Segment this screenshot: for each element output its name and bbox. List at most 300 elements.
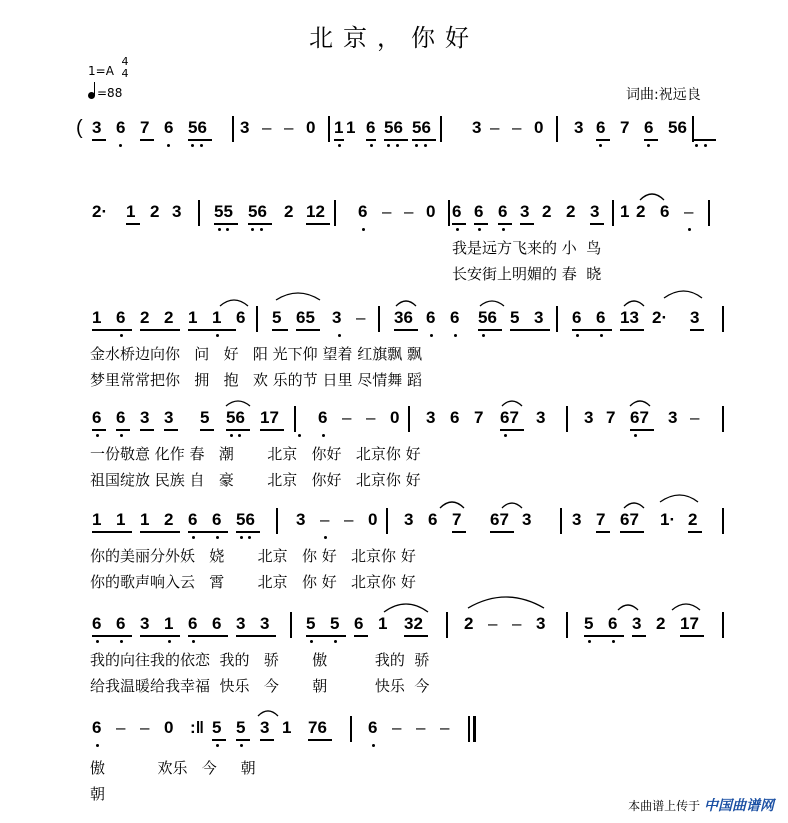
octave-dot — [634, 434, 637, 437]
score-line — [0, 716, 788, 740]
slur — [618, 605, 638, 610]
bar-line — [556, 116, 558, 142]
note: 6 — [426, 308, 436, 327]
note: 1 — [346, 118, 356, 137]
final-barline — [473, 716, 476, 742]
beam-underline — [620, 531, 644, 533]
octave-dot — [430, 334, 433, 337]
bar-line — [708, 200, 710, 226]
beam-underline — [520, 223, 534, 225]
note: 2 — [636, 202, 646, 221]
tempo-marking — [88, 86, 122, 100]
time-sig-top: 4 — [121, 55, 129, 68]
note: 2· — [92, 202, 108, 221]
note: 3 — [240, 118, 250, 137]
note: 1 — [334, 118, 344, 137]
lyric-line: 傲 欢乐 今 朝 — [90, 759, 256, 777]
lyric-line: 朝 — [90, 785, 106, 803]
note: 3 — [92, 118, 102, 137]
note: – — [512, 118, 522, 137]
note: 6 — [450, 408, 460, 427]
note: 17 — [680, 614, 699, 633]
note: 6 — [116, 614, 126, 633]
note: 3 — [260, 718, 270, 737]
beam-underline — [236, 739, 250, 741]
bar-line — [448, 200, 450, 226]
octave-dot — [218, 228, 221, 231]
note: – — [490, 118, 500, 137]
note: 55 — [214, 202, 233, 221]
note: 7 — [596, 510, 606, 529]
beam-underline — [412, 139, 436, 141]
score-line — [0, 612, 788, 636]
octave-dot — [362, 228, 365, 231]
slur — [384, 604, 428, 612]
beam-underline — [308, 739, 332, 741]
note: 7 — [140, 118, 150, 137]
octave-dot — [599, 144, 602, 147]
note: 6 — [572, 308, 582, 327]
note: 6 — [236, 308, 246, 327]
note: 0 — [164, 718, 174, 737]
note: 5 — [272, 308, 282, 327]
note: 2 — [284, 202, 294, 221]
octave-dot — [600, 334, 603, 337]
beam-underline — [474, 223, 488, 225]
note: 6 — [452, 202, 462, 221]
octave-dot — [200, 144, 203, 147]
note: 3 — [590, 202, 600, 221]
bar-line — [722, 612, 724, 638]
beam-underline — [354, 635, 368, 637]
lyric-line: 一份敬意 化作 春 潮 北京 你好 北京你 好 — [90, 445, 421, 463]
octave-dot — [454, 334, 457, 337]
bar-line — [408, 406, 410, 432]
beam-underline — [140, 531, 180, 533]
time-signature — [118, 56, 132, 80]
note: 56 — [384, 118, 403, 137]
octave-dot — [216, 744, 219, 747]
note: 3 — [332, 308, 342, 327]
beam-underline — [126, 223, 140, 225]
note: 13 — [620, 308, 639, 327]
note: – — [342, 408, 352, 427]
note: 12 — [306, 202, 325, 221]
note: 3 — [632, 614, 642, 633]
note: – — [690, 408, 700, 427]
beam-underline — [306, 635, 346, 637]
note: 3 — [164, 408, 174, 427]
note: 6 — [498, 202, 508, 221]
note: ( — [76, 117, 83, 139]
lyric-line: 给我温暖给我幸福 快乐 今 朝 快乐 今 — [90, 677, 430, 695]
octave-dot — [192, 640, 195, 643]
note: 2 — [656, 614, 666, 633]
note: 1 — [92, 510, 102, 529]
octave-dot — [372, 744, 375, 747]
note: 6 — [318, 408, 328, 427]
beam-underline — [188, 139, 212, 141]
note: 6 — [608, 614, 618, 633]
note: – — [356, 308, 366, 327]
octave-dot — [424, 144, 427, 147]
note: 3 — [584, 408, 594, 427]
note: 7 — [620, 118, 630, 137]
note: 7 — [474, 408, 484, 427]
note: – — [392, 718, 402, 737]
note: 36 — [394, 308, 413, 327]
beam-underline — [188, 329, 236, 331]
beam-underline — [478, 329, 502, 331]
note: 6 — [92, 408, 102, 427]
octave-dot — [238, 434, 241, 437]
octave-dot — [322, 434, 325, 437]
beam-underline — [248, 223, 272, 225]
slur — [664, 291, 702, 298]
note: 6 — [164, 118, 174, 137]
bar-line — [294, 406, 296, 432]
beam-underline — [92, 531, 132, 533]
note: 6 — [92, 718, 102, 737]
note: 0 — [426, 202, 436, 221]
quarter-note-icon — [88, 92, 95, 99]
key-signature: 1=A — [88, 64, 114, 78]
note: 3 — [260, 614, 270, 633]
beam-underline — [632, 635, 646, 637]
beam-underline — [510, 329, 550, 331]
note: 1 — [140, 510, 150, 529]
note: 65 — [296, 308, 315, 327]
beam-underline — [200, 429, 214, 431]
beam-underline — [164, 429, 178, 431]
beam-underline — [140, 139, 154, 141]
upload-credit-text: 本曲谱上传于 — [628, 799, 701, 813]
note: 3 — [668, 408, 678, 427]
beam-underline — [272, 329, 288, 331]
note: 7 — [606, 408, 616, 427]
bar-line — [446, 612, 448, 638]
note: 0 — [534, 118, 544, 137]
octave-dot — [695, 144, 698, 147]
slur — [660, 495, 698, 502]
note: 67 — [500, 408, 519, 427]
octave-dot — [310, 640, 313, 643]
octave-dot — [502, 228, 505, 231]
beam-underline — [214, 223, 238, 225]
beam-underline — [260, 429, 284, 431]
note: 6 — [644, 118, 654, 137]
octave-dot — [216, 536, 219, 539]
beam-underline — [236, 531, 260, 533]
time-sig-bottom: 4 — [121, 67, 129, 80]
note: 1 — [282, 718, 292, 737]
octave-dot — [704, 144, 707, 147]
note: 2 — [150, 202, 160, 221]
score-line — [0, 200, 788, 224]
note: 56 — [236, 510, 255, 529]
note: 6 — [116, 308, 126, 327]
score-line — [0, 306, 788, 330]
octave-dot — [647, 144, 650, 147]
beam-underline — [590, 223, 604, 225]
lyric-line: 你的美丽分外妖 娆 北京 你 好 北京你 好 — [90, 547, 416, 565]
octave-dot — [576, 334, 579, 337]
octave-dot — [120, 640, 123, 643]
octave-dot — [96, 744, 99, 747]
note: 6 — [188, 614, 198, 633]
octave-dot — [240, 744, 243, 747]
note: 67 — [620, 510, 639, 529]
note: – — [140, 718, 150, 737]
beam-underline — [188, 531, 228, 533]
bar-line — [722, 306, 724, 332]
note: 3 — [520, 202, 530, 221]
composer-credit: 词曲:祝远良 — [626, 87, 701, 103]
note: – — [344, 510, 354, 529]
note: 1 — [620, 202, 630, 221]
note: 1 — [188, 308, 198, 327]
note: 6 — [450, 308, 460, 327]
note: 3 — [140, 408, 150, 427]
note: 56 — [412, 118, 431, 137]
note: – — [262, 118, 272, 137]
note: 2 — [164, 308, 174, 327]
octave-dot — [260, 228, 263, 231]
bar-line — [556, 306, 558, 332]
bar-line — [722, 406, 724, 432]
note: 6 — [428, 510, 438, 529]
beam-underline — [498, 223, 512, 225]
note: 5 — [236, 718, 246, 737]
note: 3 — [572, 510, 582, 529]
beam-underline — [140, 635, 180, 637]
beam-underline — [630, 429, 654, 431]
note: 2 — [542, 202, 552, 221]
score-line — [0, 406, 788, 430]
beam-underline — [260, 739, 274, 741]
beam-underline — [334, 139, 344, 141]
note: – — [512, 614, 522, 633]
beam-underline — [452, 223, 466, 225]
note: 5 — [510, 308, 520, 327]
note: 56 — [226, 408, 245, 427]
note: 5 — [306, 614, 316, 633]
octave-dot — [334, 640, 337, 643]
bar-line — [566, 612, 568, 638]
note: 2 — [164, 510, 174, 529]
lyric-line: 长安街上明媚的 春 晓 — [452, 265, 602, 283]
note: 2 — [464, 614, 474, 633]
octave-dot — [338, 334, 341, 337]
octave-dot — [387, 144, 390, 147]
bar-line — [232, 116, 234, 142]
note: – — [684, 202, 694, 221]
bar-line — [334, 200, 336, 226]
beam-underline — [680, 635, 704, 637]
bar-line — [276, 508, 278, 534]
bar-line — [198, 200, 200, 226]
beam-underline — [384, 139, 408, 141]
octave-dot — [612, 640, 615, 643]
beam-underline — [584, 635, 624, 637]
beam-underline — [572, 329, 612, 331]
note: 1 — [212, 308, 222, 327]
note: 76 — [308, 718, 327, 737]
octave-dot — [338, 144, 341, 147]
beam-underline — [212, 739, 226, 741]
note: 2· — [652, 308, 668, 327]
note: 3 — [472, 118, 482, 137]
note: 0 — [390, 408, 400, 427]
beam-underline — [404, 635, 428, 637]
note: 6 — [212, 510, 222, 529]
octave-dot — [688, 228, 691, 231]
note: 5 — [200, 408, 210, 427]
octave-dot — [240, 536, 243, 539]
note: 3 — [536, 408, 546, 427]
octave-dot — [191, 144, 194, 147]
note: 6 — [596, 118, 606, 137]
note: 5 — [584, 614, 594, 633]
note: 3 — [236, 614, 246, 633]
octave-dot — [415, 144, 418, 147]
octave-dot — [478, 228, 481, 231]
note: 1 — [116, 510, 126, 529]
note: 7 — [452, 510, 462, 529]
octave-dot — [504, 434, 507, 437]
note: 3 — [522, 510, 532, 529]
beam-underline — [140, 329, 180, 331]
note: 3 — [404, 510, 414, 529]
note: – — [488, 614, 498, 633]
note: 0 — [368, 510, 378, 529]
beam-underline — [92, 329, 132, 331]
beam-underline — [596, 139, 610, 141]
site-logo[interactable]: 中国曲谱网 — [704, 798, 774, 814]
slur — [672, 604, 700, 610]
slur — [276, 293, 320, 300]
octave-dot — [167, 144, 170, 147]
beam-underline — [140, 429, 154, 431]
beam-underline — [394, 329, 418, 331]
note: – — [366, 408, 376, 427]
beam-underline — [692, 139, 716, 141]
note: 3 — [534, 308, 544, 327]
octave-dot — [120, 434, 123, 437]
note: 3 — [296, 510, 306, 529]
bar-line — [290, 612, 292, 638]
note: 6 — [116, 408, 126, 427]
bar-line — [440, 116, 442, 142]
bar-line — [722, 508, 724, 534]
beam-underline — [690, 329, 704, 331]
beam-underline — [236, 635, 276, 637]
note: 2 — [688, 510, 698, 529]
note: 3 — [690, 308, 700, 327]
note: – — [382, 202, 392, 221]
octave-dot — [482, 334, 485, 337]
note: – — [404, 202, 414, 221]
octave-dot — [96, 640, 99, 643]
octave-dot — [248, 536, 251, 539]
note: 56 — [248, 202, 267, 221]
note: 1· — [660, 510, 676, 529]
note: 5 — [212, 718, 222, 737]
note: 6 — [368, 718, 378, 737]
note: :‖ — [190, 718, 205, 737]
note: 56 — [188, 118, 207, 137]
beam-underline — [688, 531, 702, 533]
beam-underline — [500, 429, 524, 431]
note: 2 — [566, 202, 576, 221]
note: 5 — [330, 614, 340, 633]
note: 6 — [366, 118, 376, 137]
octave-dot — [119, 144, 122, 147]
octave-dot — [298, 434, 301, 437]
octave-dot — [120, 334, 123, 337]
score-line — [0, 116, 788, 140]
note: 67 — [630, 408, 649, 427]
note: – — [284, 118, 294, 137]
octave-dot — [216, 334, 219, 337]
note: 3 — [426, 408, 436, 427]
bar-line — [256, 306, 258, 332]
beam-underline — [306, 223, 330, 225]
note: – — [116, 718, 126, 737]
note: 2 — [140, 308, 150, 327]
octave-dot — [168, 640, 171, 643]
lyric-line: 梦里常常把你 拥 抱 欢 乐的节 日里 尽情舞 蹈 — [90, 371, 422, 389]
octave-dot — [251, 228, 254, 231]
note: – — [320, 510, 330, 529]
note: 6 — [660, 202, 670, 221]
octave-dot — [192, 536, 195, 539]
octave-dot — [324, 536, 327, 539]
note: 6 — [474, 202, 484, 221]
upload-credit — [628, 795, 774, 815]
note: 3 — [140, 614, 150, 633]
octave-dot — [456, 228, 459, 231]
note: – — [416, 718, 426, 737]
note: 3 — [172, 202, 182, 221]
note: 32 — [404, 614, 423, 633]
note: 56 — [478, 308, 497, 327]
note: 1 — [92, 308, 102, 327]
octave-dot — [230, 434, 233, 437]
note: 67 — [490, 510, 509, 529]
page-title: 北京，你好 — [309, 24, 479, 52]
beam-underline — [620, 329, 644, 331]
beam-underline — [92, 139, 106, 141]
octave-dot — [370, 144, 373, 147]
beam-underline — [452, 531, 466, 533]
beam-underline — [644, 139, 658, 141]
note: 0 — [306, 118, 316, 137]
note: 6 — [596, 308, 606, 327]
bar-line — [350, 716, 352, 742]
note: 6 — [116, 118, 126, 137]
lyric-line: 你的歌声响入云 霄 北京 你 好 北京你 好 — [90, 573, 416, 591]
bar-line — [612, 200, 614, 226]
beam-underline — [188, 635, 228, 637]
note: 3 — [574, 118, 584, 137]
note: 6 — [358, 202, 368, 221]
octave-dot — [226, 228, 229, 231]
slur — [468, 597, 544, 608]
octave-dot — [96, 434, 99, 437]
octave-dot — [588, 640, 591, 643]
note: 1 — [126, 202, 136, 221]
